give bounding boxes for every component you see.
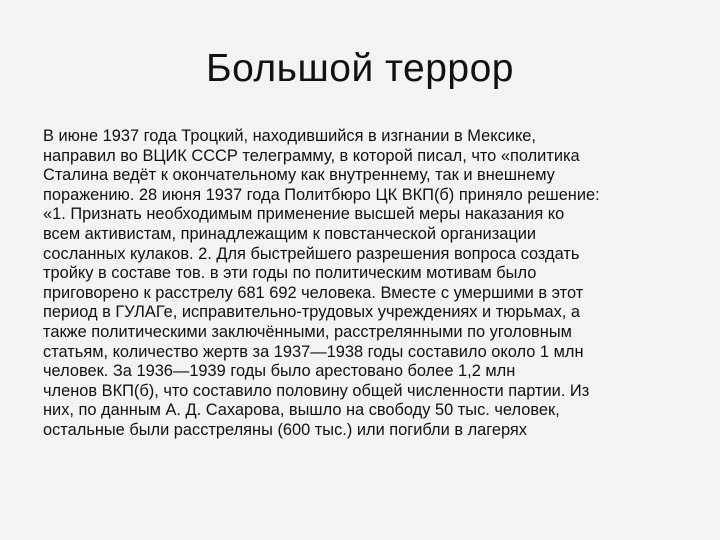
body-line: остальные были расстреляны (600 тыс.) или погибли в лагерях [43,420,528,439]
body-line: сосланных кулаков. 2. Для быстрейшего разрешения вопроса создать [43,244,580,263]
body-line: статьям, количество жертв за 1937—1938 годы составило около 1 млн [43,342,584,361]
body-line: также политическими заключёнными, расстрелянными по уголовным [43,322,572,341]
body-line: тройку в составе тов. в эти годы по политическим мотивам было [43,264,537,283]
body-line: Сталина ведёт к окончательному как внутреннему, так и внешнему [43,166,555,185]
body-line: «1. Признать необходимым применение высшей меры наказания ко [43,205,565,224]
body-line: период в ГУЛАГе, исправительно-трудовых учреждениях и тюрьмах, а [43,303,581,322]
body-line: человек. За 1936—1939 годы было арестовано более 1,2 млн [43,362,516,381]
slide-body [43,127,689,441]
body-line: них, по данным А. Д. Сахарова, вышло на свободу 50 тыс. человек, [43,401,560,420]
body-line: приговорено к расстрелу 681 692 человека. Вместе с умершими в этот [43,283,584,302]
body-line: всем активистам, принадлежащим к повстанческой организации [43,224,537,243]
body-line: поражению. 28 июня 1937 года Политбюро ЦК ВКП(б) приняло решение: [43,185,600,204]
body-line: В июне 1937 года Троцкий, находившийся в изгнании в Мексике, [43,127,536,145]
slide-title: Большой террор [206,47,514,90]
body-line: членов ВКП(б), что составило половину общей численности партии. Из [43,381,590,400]
body-line: направил во ВЦИК СССР телеграмму, в которой писал, что «политика [43,146,580,165]
